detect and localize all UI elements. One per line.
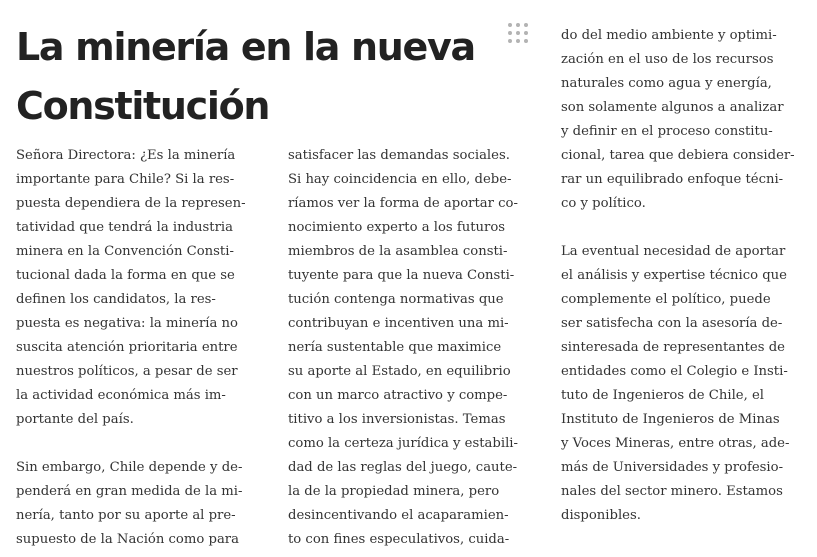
article-text-line: desincentivando el acaparamien- [288,508,509,523]
article-text-line: naturales como agua y energía, [561,76,772,91]
article-column-3 [561,24,805,528]
article-text-line: Señora Directora: ¿Es la minería [16,148,236,163]
article-text-line: tuyente para que la nueva Consti- [288,268,515,283]
paragraph-break [16,432,260,456]
article-text-line: la de la propiedad minera, pero [288,484,500,499]
article-text-line: penderá en gran medida de la mi- [16,484,243,499]
article-text-line: portante del país. [16,412,134,427]
article-text-line: ríamos ver la forma de aportar co- [288,196,518,211]
article-text-line: zación en el uso de los recursos [561,52,774,67]
article-text-line: suscita atención prioritaria entre [16,340,238,355]
article-text-line: Instituto de Ingenieros de Minas [561,412,780,427]
article-title-line: La minería en la nueva [16,25,475,69]
article-text-line: tucional dada la forma en que se [16,268,235,283]
drag-handle-dot [508,23,512,27]
article-text-line: y definir en el proceso constitu- [561,124,773,139]
article-text-line: tuto de Ingenieros de Chile, el [561,388,764,403]
article-text-line: minera en la Convención Consti- [16,244,234,259]
article-text-line: nocimiento experto a los futuros [288,220,506,235]
article-text-line: entidades como el Colegio e Insti- [561,364,788,379]
article-text-line: definen los candidatos, la res- [16,292,216,307]
article-text-line: puesta es negativa: la minería no [16,316,238,331]
article-text-line: miembros de la asamblea consti- [288,244,508,259]
article-text-line: nería, tanto por su aporte al pre- [16,508,236,523]
article-text-line: más de Universidades y profesio- [561,460,784,475]
drag-handle-dot [516,39,520,43]
article-text-line: complemente el político, puede [561,292,771,307]
article-text-line: cional, tarea que debiera consider- [561,148,795,163]
paragraph-break [561,216,805,240]
article-title [16,18,486,136]
article-text-line: su aporte al Estado, en equilibrio [288,364,511,379]
article-column-2 [288,144,532,552]
article-text-line: rar un equilibrado enfoque técni- [561,172,784,187]
article-text-line: nales del sector minero. Estamos [561,484,783,499]
article-title-line: Constitución [16,84,270,128]
article-text-line: sinteresada de representantes de [561,340,785,355]
drag-handle-dot [508,31,512,35]
article-text-line: son solamente algunos a analizar [561,100,784,115]
article-text-line: y Voces Mineras, entre otras, ade- [561,436,790,451]
article-text-line: el análisis y expertise técnico que [561,268,787,283]
drag-handle-dot [524,31,528,35]
drag-handle-dot [516,31,520,35]
article-text-line: puesta dependiera de la represen- [16,196,246,211]
article-text-line: tución contenga normativas que [288,292,504,307]
article-text-line: contribuyan e incentiven una mi- [288,316,509,331]
article-text-line: do del medio ambiente y optimi- [561,28,777,43]
article-text-line: como la certeza jurídica y estabili- [288,436,518,451]
article-text-line: La eventual necesidad de aportar [561,244,786,259]
article-text-line: to con fines especulativos, cuida- [288,532,510,547]
article-text-line: Si hay coincidencia en ello, debe- [288,172,512,187]
article-text-line: titivo a los inversionistas. Temas [288,412,506,427]
drag-handle-dot [508,39,512,43]
article-text-line: importante para Chile? Si la res- [16,172,235,187]
article-text-line: tatividad que tendrá la industria [16,220,233,235]
drag-handle-dot [516,23,520,27]
article-text-line: la actividad económica más im- [16,388,226,403]
article-text-line: ser satisfecha con la asesoría de- [561,316,783,331]
article-text-line: disponibles. [561,508,641,523]
article-text-line: Sin embargo, Chile depende y de- [16,460,243,475]
article-text-line: supuesto de la Nación como para [16,532,239,547]
article-text-line: nuestros políticos, a pesar de ser [16,364,238,379]
article-text-line: co y político. [561,196,646,211]
article-column-1 [16,144,260,552]
article-text-line: nería sustentable que maximice [288,340,502,355]
drag-handle-dot [524,23,528,27]
article-text-line: con un marco atractivo y compe- [288,388,508,403]
drag-handle-icon[interactable] [508,23,530,45]
article-text-line: satisfacer las demandas sociales. [288,148,510,163]
article-text-line: dad de las reglas del juego, caute- [288,460,518,475]
drag-handle-dot [524,39,528,43]
